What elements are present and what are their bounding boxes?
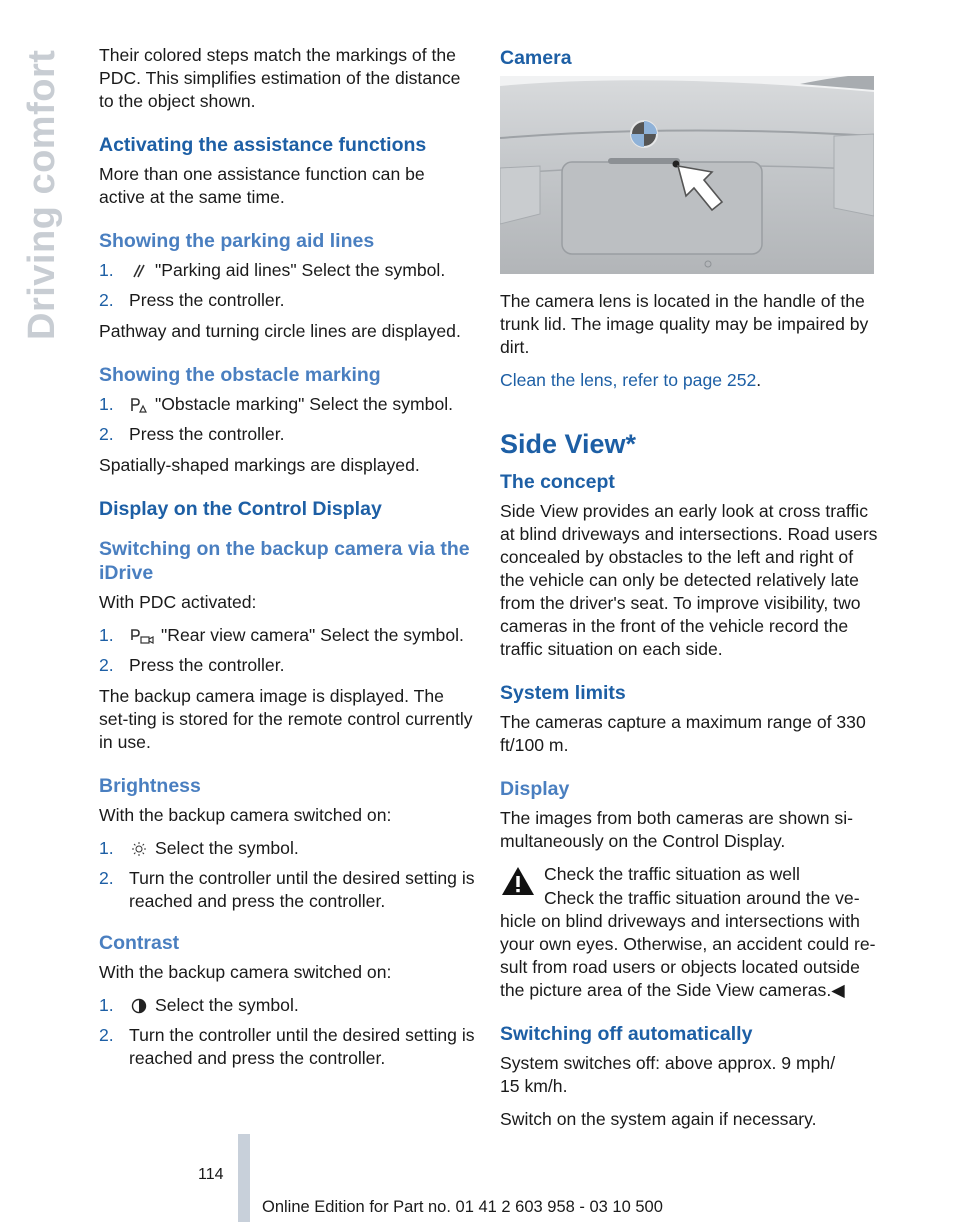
step-number: 1. bbox=[99, 260, 114, 280]
step-number: 2. bbox=[99, 655, 114, 675]
section-side-title: Driving comfort bbox=[21, 49, 63, 340]
brightness-pre: With the backup camera switched on: bbox=[99, 805, 392, 825]
concept-heading: The concept bbox=[500, 471, 615, 493]
obstacle-after: Spatially-shaped markings are displayed. bbox=[99, 455, 420, 475]
switching-off-text-2: Switch on the system again if necessary. bbox=[500, 1109, 817, 1129]
step-text: "Obstacle marking" Select the symbol. bbox=[155, 394, 454, 414]
step-text: "Parking aid lines" Select the symbol. bbox=[155, 260, 446, 280]
step-number: 1. bbox=[99, 995, 114, 1015]
step-text: Turn the controller until the desired setting is reached and press the controller. bbox=[129, 1025, 475, 1068]
backup-pre: With PDC activated: bbox=[99, 592, 257, 612]
list-item bbox=[99, 1024, 475, 1070]
clean-lens-link[interactable]: Clean the lens, refer to page 252 bbox=[500, 370, 757, 390]
contrast-heading: Contrast bbox=[99, 932, 180, 954]
clean-lens-ref bbox=[500, 369, 878, 392]
parking-lines-icon bbox=[129, 260, 149, 283]
list-item bbox=[99, 423, 475, 446]
step-text: "Rear view camera" Select the symbol. bbox=[161, 625, 464, 645]
step-number: 1. bbox=[99, 838, 114, 858]
step-number: 2. bbox=[99, 1025, 114, 1045]
warning-text: Check the traffic situation around the ve-hicle on blind driveways and intersections with your own eyes. Otherwise, an accident could re-sult from road users or objects located outside the picture area of the Side View cameras.◀ bbox=[500, 888, 876, 1000]
footer-bar bbox=[238, 1134, 250, 1222]
system-limits-heading: System limits bbox=[500, 682, 626, 704]
warning-block bbox=[500, 863, 878, 907]
warning-title: Check the traffic situation as well bbox=[544, 864, 800, 884]
switching-off-heading: Switching off automatically bbox=[500, 1023, 753, 1045]
step-text: Press the controller. bbox=[129, 655, 285, 675]
right-column bbox=[500, 44, 878, 1141]
clean-lens-period: . bbox=[756, 370, 762, 390]
brightness-sun-icon bbox=[129, 838, 149, 861]
list-item bbox=[99, 867, 475, 913]
intro-paragraph: Their colored steps match the markings of the PDC. This simplifies estimation of the distance to the object shown. bbox=[99, 45, 461, 111]
contrast-pre: With the backup camera switched on: bbox=[99, 962, 392, 982]
page-number: 114 bbox=[198, 1166, 224, 1183]
step-number: 2. bbox=[99, 868, 114, 888]
list-item bbox=[99, 393, 475, 417]
parking-lines-heading: Showing the parking aid lines bbox=[99, 230, 375, 252]
step-text: Press the controller. bbox=[129, 424, 285, 444]
contrast-steps bbox=[99, 994, 475, 1070]
obstacle-heading: Showing the obstacle marking bbox=[99, 364, 381, 386]
step-number: 1. bbox=[99, 394, 114, 414]
online-edition-note: Online Edition for Part no. 01 41 2 603 958 - 03 10 500 bbox=[262, 1198, 663, 1216]
backup-after: The backup camera image is displayed. The set-ting is stored for the remote control currently in use. bbox=[99, 686, 473, 752]
camera-heading: Camera bbox=[500, 47, 572, 69]
contrast-icon bbox=[129, 995, 149, 1018]
brightness-steps bbox=[99, 837, 475, 913]
activating-text: More than one assistance function can be active at the same time. bbox=[99, 164, 425, 207]
display-text: The images from both cameras are shown si-multaneously on the Control Display. bbox=[500, 808, 853, 851]
parking-lines-steps bbox=[99, 259, 475, 312]
list-item bbox=[99, 624, 475, 648]
system-limits-text: The cameras capture a maximum range of 330 ft/100 m. bbox=[500, 712, 866, 755]
step-text: Press the controller. bbox=[129, 290, 285, 310]
list-item bbox=[99, 994, 475, 1018]
step-text: Select the symbol. bbox=[155, 838, 299, 858]
step-text: Select the symbol. bbox=[155, 995, 299, 1015]
step-number: 2. bbox=[99, 290, 114, 310]
left-column bbox=[99, 44, 475, 1078]
backup-steps bbox=[99, 624, 475, 677]
side-view-heading: Side View* bbox=[500, 429, 637, 459]
obstacle-steps bbox=[99, 393, 475, 446]
list-item bbox=[99, 837, 475, 861]
camera-text: The camera lens is located in the handle of the trunk lid. The image quality may be impaired by dirt. bbox=[500, 291, 869, 357]
parking-lines-after: Pathway and turning circle lines are displayed. bbox=[99, 321, 461, 341]
list-item bbox=[99, 259, 475, 283]
brightness-heading: Brightness bbox=[99, 775, 201, 797]
backup-camera-heading: Switching on the backup camera via the iDrive bbox=[99, 538, 470, 584]
step-number: 1. bbox=[99, 625, 114, 645]
concept-text: Side View provides an early look at cross traffic at blind driveways and intersections. Road users concealed by obstacles to the left and right of the vehicle can only be detected relatively late from the driver's seat. To improve visibility, two cameras in the front of the vehicle record the traffic situation on each side. bbox=[500, 501, 878, 659]
step-text: Turn the controller until the desired setting is reached and press the controller. bbox=[129, 868, 475, 911]
display-sub-heading: Display bbox=[500, 778, 570, 800]
warning-triangle-icon bbox=[500, 865, 536, 903]
trunk-camera-photo bbox=[500, 76, 874, 274]
obstacle-marking-icon bbox=[129, 394, 149, 417]
rear-view-camera-icon bbox=[129, 625, 155, 648]
activating-heading: Activating the assistance functions bbox=[99, 134, 427, 156]
display-heading: Display on the Control Display bbox=[99, 498, 382, 520]
switching-off-text: System switches off: above approx. 9 mph/ 15 km/h. bbox=[500, 1053, 836, 1096]
step-number: 2. bbox=[99, 424, 114, 444]
list-item bbox=[99, 654, 475, 677]
list-item bbox=[99, 289, 475, 312]
